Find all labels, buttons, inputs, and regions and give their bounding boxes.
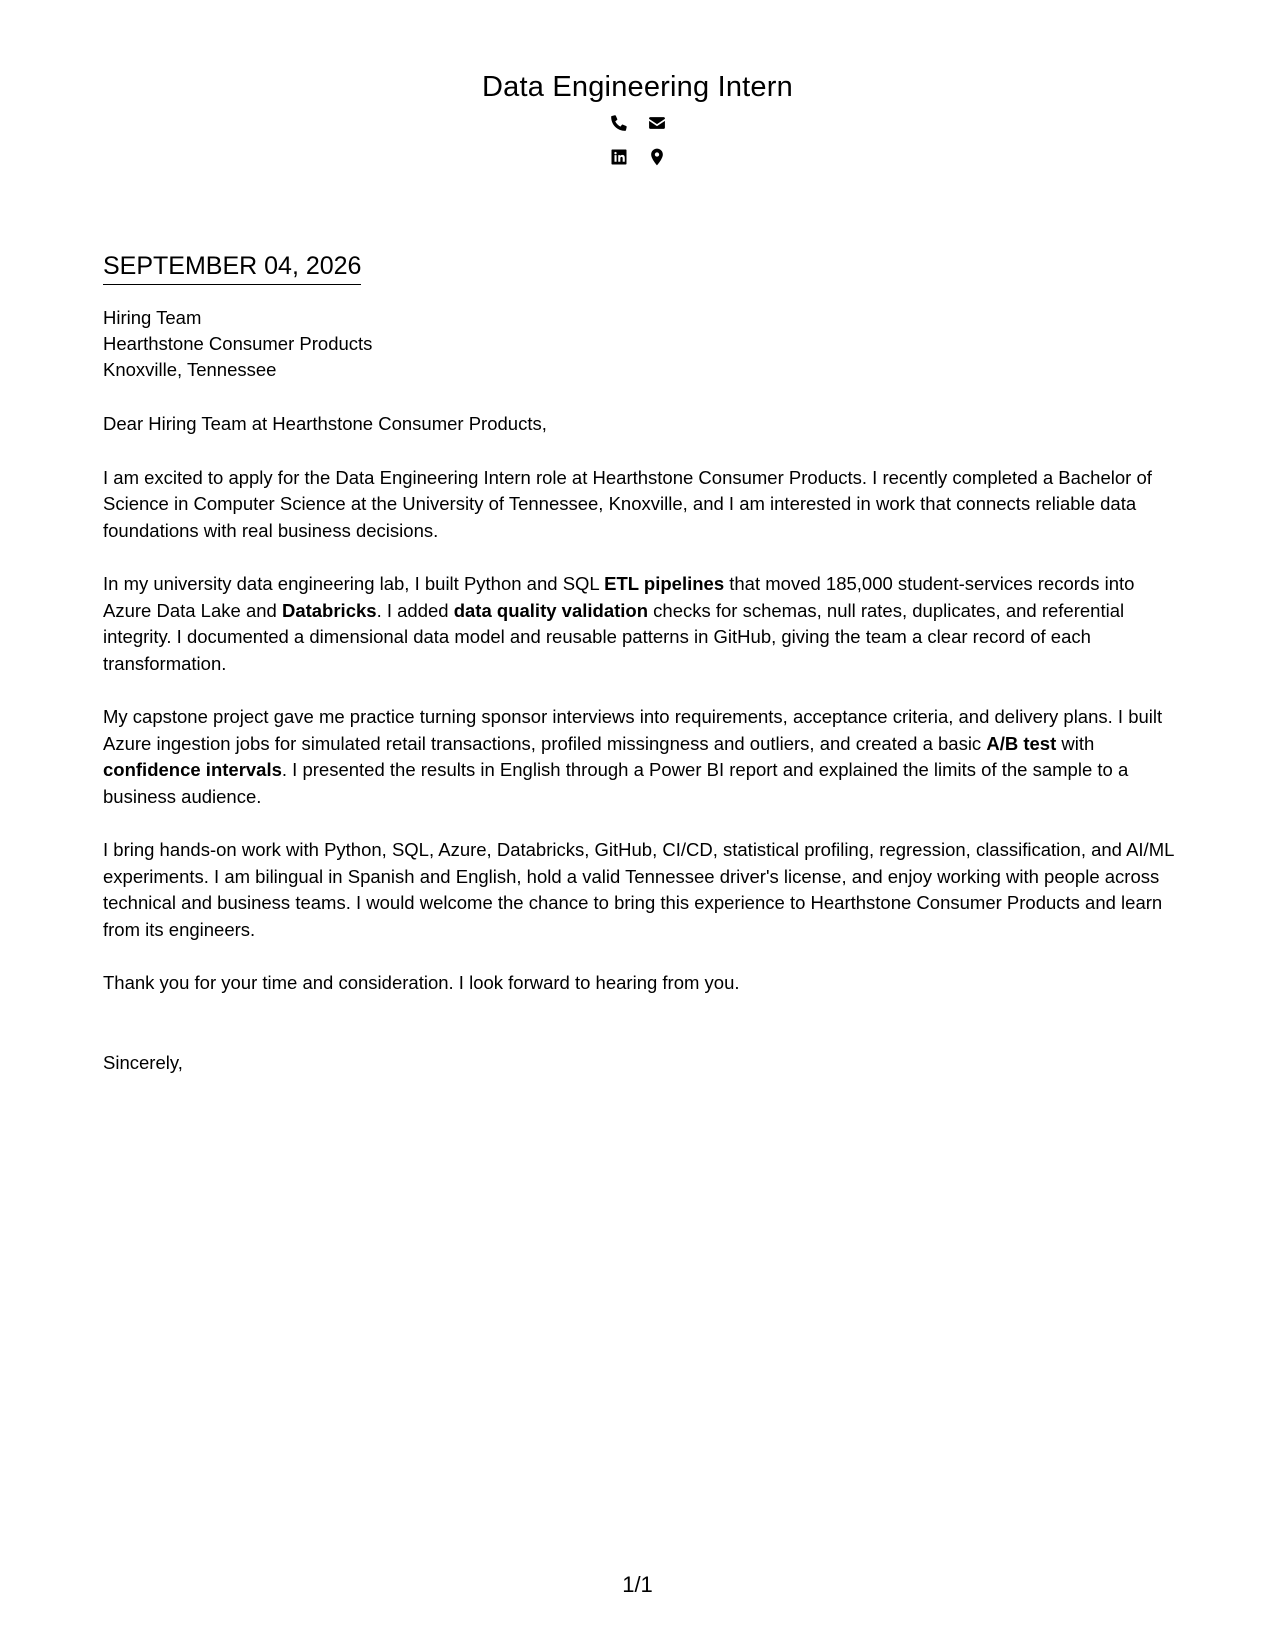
paragraph-2-text-1: In my university data engineering lab, I built Python and SQL xyxy=(103,573,605,594)
phone-icon[interactable] xyxy=(609,113,629,133)
contact-icons-row-1 xyxy=(0,108,1275,138)
paragraph-4: I bring hands-on work with Python, SQL, Azure, Databricks, GitHub, CI/CD, statistical profiling, regression, classification, and AI/ML experiments. I am bilingual in Spanish and English, hold a valid Tennessee driver's license, and enjoy working with people across technical and business teams. I would welcome the chance to bring this experience to Hearthstone Consumer Products and learn from its engineers. xyxy=(103,839,1174,940)
paragraph-3-text-2: with xyxy=(1056,732,1095,754)
map-pin-icon[interactable] xyxy=(647,147,667,167)
page-number: 1/1 xyxy=(622,1572,653,1597)
letter-body xyxy=(103,250,1178,1076)
keyword-confidence-intervals: confidence intervals xyxy=(103,759,282,780)
contact-icons-row-2 xyxy=(0,142,1275,172)
letter-header xyxy=(0,70,1275,172)
paragraph-3-text-3: . I presented the results in English through a Power BI report and explained the limits of the sample to a business audience. xyxy=(103,759,1129,807)
signoff: Sincerely, xyxy=(103,1051,183,1073)
paragraph-3 xyxy=(103,704,1178,810)
keyword-ab-test: A/B test xyxy=(986,732,1057,754)
salutation: Dear Hiring Team at Hearthstone Consumer Products, xyxy=(103,413,547,434)
keyword-etl-pipelines: ETL pipelines xyxy=(604,573,725,594)
recipient-line-1: Hiring Team xyxy=(103,307,202,328)
envelope-icon[interactable] xyxy=(647,113,667,133)
letter-date: SEPTEMBER 04, 2026 xyxy=(103,250,361,285)
keyword-data-quality-validation: data quality validation xyxy=(453,599,649,621)
paragraph-1: I am excited to apply for the Data Engineering Intern role at Hearthstone Consumer Products. I recently completed a Bachelor of Science in Computer Science at the University of Tennessee, Knoxville, and I am interested in work that connects reliable data foundations with real business decisions. xyxy=(103,466,1152,541)
paragraph-2-text-3: . I added xyxy=(376,599,454,621)
paragraph-2-text-4: checks for schemas, null rates, duplicates, and referential integrity. I documented a dimensional data model and reusable patterns in GitHub, giving the team a clear record of each transformation. xyxy=(103,599,1125,674)
closing-line: Thank you for your time and consideration. I look forward to hearing from you. xyxy=(103,972,740,993)
recipient-line-3: Knoxville, Tennessee xyxy=(103,359,277,380)
linkedin-icon[interactable] xyxy=(609,147,629,167)
recipient-block xyxy=(103,305,1178,383)
paragraph-2 xyxy=(103,571,1178,677)
keyword-databricks: Databricks xyxy=(281,599,377,621)
recipient-line-2: Hearthstone Consumer Products xyxy=(103,333,373,354)
paragraph-2-text-2: that moved 185,000 student-services records into Azure Data Lake and xyxy=(103,573,1135,621)
paragraph-3-text-1: My capstone project gave me practice turning sponsor interviews into requirements, acceptance criteria, and delivery plans. I built Azure ingestion jobs for simulated retail transactions, profiled missingness and outliers, and created a basic xyxy=(103,706,1163,754)
page-title: Data Engineering Intern xyxy=(482,71,793,103)
